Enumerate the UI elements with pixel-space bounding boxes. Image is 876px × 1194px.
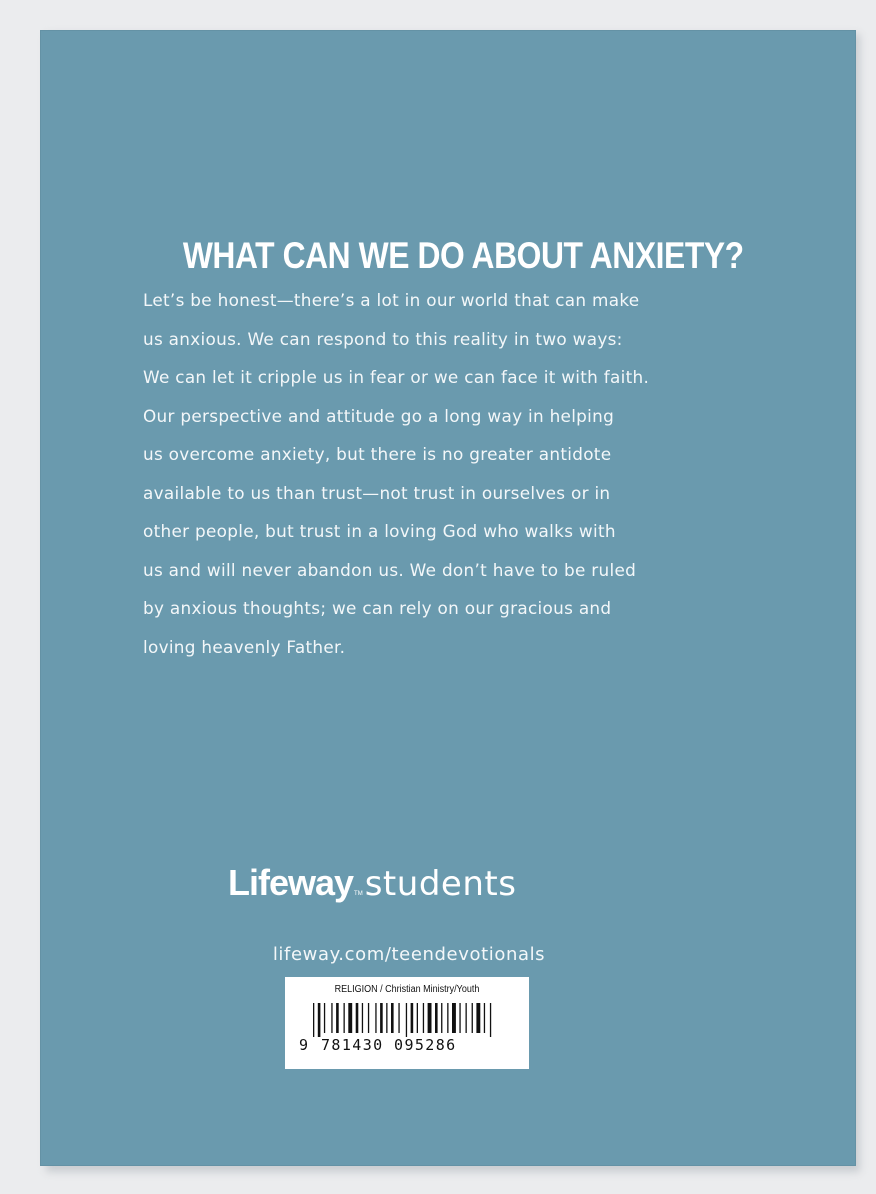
barcode-lead-digit: 9 [299,1036,309,1054]
barcode-bar [490,1003,491,1037]
logo-sub: students [364,864,517,904]
logo-brand: Lifeway [228,862,354,903]
barcode-category: RELIGION / Christian Ministry/Youth [334,984,480,995]
barcode-bar [428,1003,432,1033]
barcode-bar [435,1003,438,1033]
barcode-bar [406,1003,407,1037]
barcode-bar [368,1003,369,1033]
blurb-line: us and will never abandon us. We don’t have to be ruled [143,560,637,581]
blurb-line: us overcome anxiety, but there is no greater antidote [143,445,612,465]
barcode-bar [391,1003,394,1033]
barcode-bar [452,1003,456,1033]
barcode-bar [336,1003,339,1033]
blurb-line: by anxious thoughts; we can rely on our gracious and [143,599,612,619]
barcode-bar [466,1003,467,1033]
barcode-bar [411,1003,414,1033]
barcode-bar [348,1003,352,1033]
cover-blurb [143,282,672,667]
blurb-line: available to us than trust—not trust in ourselves or in [143,483,611,504]
barcode-bar [472,1003,473,1033]
barcode-bar [324,1003,325,1033]
barcode-bar [331,1003,332,1033]
barcode-bar [313,1003,314,1037]
blurb-line: We can let it cripple us in fear or we can face it with faith. [143,368,650,388]
blurb-line: loving heavenly Father. [143,637,346,658]
barcode-bar [386,1003,387,1033]
barcode-bar [344,1003,345,1033]
barcode-bar [441,1003,442,1033]
barcode-digits: 781430 095286 [321,1036,457,1054]
barcode-bar [484,1003,485,1033]
barcode-bar [375,1003,376,1033]
blurb-line: other people, but trust in a loving God who walks with [143,522,616,542]
lifeway-students-logo [228,862,578,912]
barcode-bars [299,1003,515,1037]
blurb-line: Our perspective and attitude go a long way in helping [143,406,615,427]
barcode-bar [476,1003,480,1033]
barcode-bar [398,1003,399,1033]
barcode-bar [362,1003,363,1033]
logo-trademark: TM [354,891,363,897]
barcode-bar [380,1003,383,1033]
barcode-bar [417,1003,418,1033]
barcode-label [285,977,529,1069]
blurb-line: Let’s be honest—there’s a lot in our world that can make [143,291,640,311]
cover-heading: WHAT CAN WE DO ABOUT ANXIETY? [182,235,744,276]
barcode-bar [423,1003,424,1033]
blurb-line: us anxious. We can respond to this reality in two ways: [143,329,623,350]
barcode-bar [459,1003,460,1033]
barcode-bar [356,1003,359,1033]
barcode-bar [447,1003,448,1033]
barcode-bar [318,1003,321,1037]
website-url: lifeway.com/teendevotionals [272,944,546,965]
